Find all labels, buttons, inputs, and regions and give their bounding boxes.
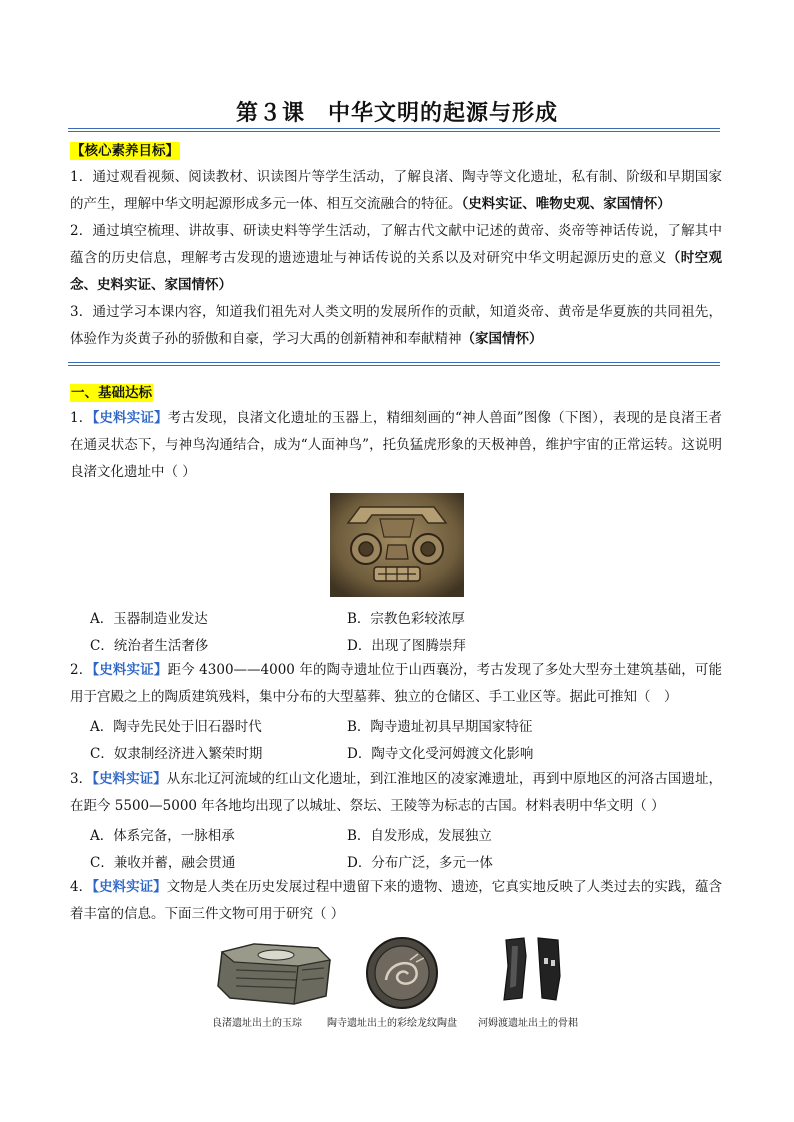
q3-option-d: D．分布广泛，多元一体 <box>347 855 493 871</box>
bone-spade-image <box>500 936 564 1004</box>
jade-cong-image <box>214 938 336 1008</box>
q3-option-b: B．自发形成，发展独立 <box>347 828 492 844</box>
jade-mask-image <box>330 493 464 597</box>
title-rule <box>68 128 720 129</box>
caption-bone-spade: 河姆渡遗址出土的骨耜 <box>478 1018 578 1029</box>
goals-tag: 【核心素养目标】 <box>71 143 179 159</box>
section-rule <box>68 362 720 363</box>
q2-option-d: D．陶寺文化受河姆渡文化影响 <box>347 746 534 762</box>
q3-option-c: C．兼收并蓄，融会贯通 <box>90 855 236 871</box>
question-3: 3．【史料实证】从东北辽河流域的红山文化遗址，到江淮地区的凌家滩遗址，再到中原地区的河洛古国遗址，在距今 5500—5000 年各地均出现了以城址、祭坛、王陵等为标志的古国。材料表明中华文明（ ） <box>70 771 723 814</box>
section-tag: 一、基础达标 <box>71 385 152 401</box>
goal-item-1: 1．通过观看视频、阅读教材、识读图片等学生活动，了解良渚、陶寺等文化遗址，私有制、阶级和早期国家的产生，理解中华文明起源形成多元一体、相互交流融合的特征。（史料实证、唯物史观、家国情怀） <box>70 169 722 212</box>
q1-option-d: D．出现了图腾崇拜 <box>347 638 466 654</box>
painted-dragon-plate-image <box>364 936 440 1010</box>
goal-item-3: 3．通过学习本课内容，知道我们祖先对人类文明的发展所作的贡献，知道炎帝、黄帝是华夏族的共同祖先，体验作为炎黄子孙的骄傲和自豪，学习大禹的创新精神和奉献精神（家国情怀） <box>70 304 722 347</box>
question-4: 4．【史料实证】文物是人类在历史发展过程中遗留下来的遗物、遗迹，它真实地反映了人类过去的实践，蕴含着丰富的信息。下面三件文物可用于研究（ ） <box>70 879 723 922</box>
q1-option-a: A．玉器制造业发达 <box>90 611 208 627</box>
caption-dragon-plate: 陶寺遗址出土的彩绘龙纹陶盘 <box>327 1018 457 1029</box>
q2-option-c: C．奴隶制经济进入繁荣时期 <box>90 746 263 762</box>
question-1: 1．【史料实证】考古发现，良渚文化遗址的玉器上，精细刻画的“神人兽面”图像（下图），表现的是良渚王者在通灵状态下，与神鸟沟通结合，成为“人面神鸟”，托负猛虎形象的天极神兽，维护宇宙的正常运转。这说明良渚文化遗址中（ ） <box>70 410 723 480</box>
q1-option-b: B．宗教色彩较浓厚 <box>347 611 465 627</box>
caption-jade-cong: 良渚遗址出土的玉琮 <box>212 1018 302 1029</box>
goal-item-2: 2．通过填空梳理、讲故事、研读史料等学生活动，了解古代文献中记述的黄帝、炎帝等神话传说，了解其中蕴含的历史信息，理解考古发现的遗迹遗址与神话传说的关系以及对研究中华文明起源历史的意义（时空观念、史料实证、家国情怀） <box>70 223 723 293</box>
q3-option-a: A．体系完备，一脉相承 <box>90 828 235 844</box>
section-rule-thin <box>68 365 720 366</box>
page-title: 第３课 中华文明的起源与形成 <box>235 101 558 126</box>
question-2: 2．【史料实证】距今 4300——4000 年的陶寺遗址位于山西襄汾，考古发现了多处大型夯土建筑基础，可能用于宫殿之上的陶质建筑残料，集中分布的大型墓葬、独立的仓储区、手工业区等。据此可推知（ ） <box>70 662 723 705</box>
title-rule-thin <box>68 131 720 132</box>
q2-option-b: B．陶寺遗址初具早期国家特征 <box>347 719 533 735</box>
q2-option-a: A．陶寺先民处于旧石器时代 <box>90 719 262 735</box>
q1-option-c: C．统治者生活奢侈 <box>90 638 209 654</box>
